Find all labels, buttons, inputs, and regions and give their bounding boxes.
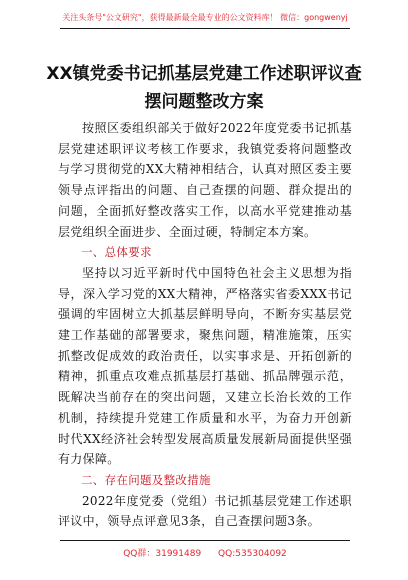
document-title: XX镇党委书记抓基层党建工作述职评议查摆问题整改方案	[46, 64, 362, 112]
section-heading-general-requirements: 一、总体要求	[81, 245, 152, 260]
page-header	[60, 10, 350, 29]
intro-paragraph: 按照区委组织部关于做好2022年度党委书记抓基层党建述职评议考核工作要求，我镇党委将问题整改与学习贯彻党的XX大精神相结合，认真对照区委主要领导点评指出的问题、自己查摆的问题、群众提出的问题，全面抓好整改落实工作，以高水平党建推动基层党组织全面进步、全面过硬，特制定本方案。	[58, 121, 352, 239]
header-notice: 关注头条号"公文研究"，获得最新最全最专业的公文资料库！ 微信：gongwenyj	[62, 13, 348, 22]
page-footer	[60, 540, 350, 563]
general-requirements-paragraph: 坚持以习近平新时代中国特色社会主义思想为指导，深入学习党的XX大精神，严格落实省委XXX书记强调的牢固树立大抓基层鲜明导向，不断夯实基层党建工作基础的部署要求，聚焦问题，精准施策，压实抓整改促成效的政治责任，以实事求是、开拓创新的精神，抓重点攻难点抓基层打基础、抓品牌强示范，既解决当前存在的突出问题，又建立长治长效的工作机制，持续提升党建工作质量和水平，为奋力开创新时代XX经济社会转型发展高质量发展新局面提供坚强有力保障。	[58, 265, 352, 467]
section-heading-problems-and-measures: 二、存在问题及整改措施	[81, 472, 211, 487]
document-body	[58, 118, 352, 532]
problems-paragraph: 2022年度党委（党组）书记抓基层党建工作述职评议中，领导点评意见3条，自己查摆问题3条。	[58, 493, 352, 529]
footer-contact: QQ群：31991489 QQ:535304092	[123, 549, 287, 559]
